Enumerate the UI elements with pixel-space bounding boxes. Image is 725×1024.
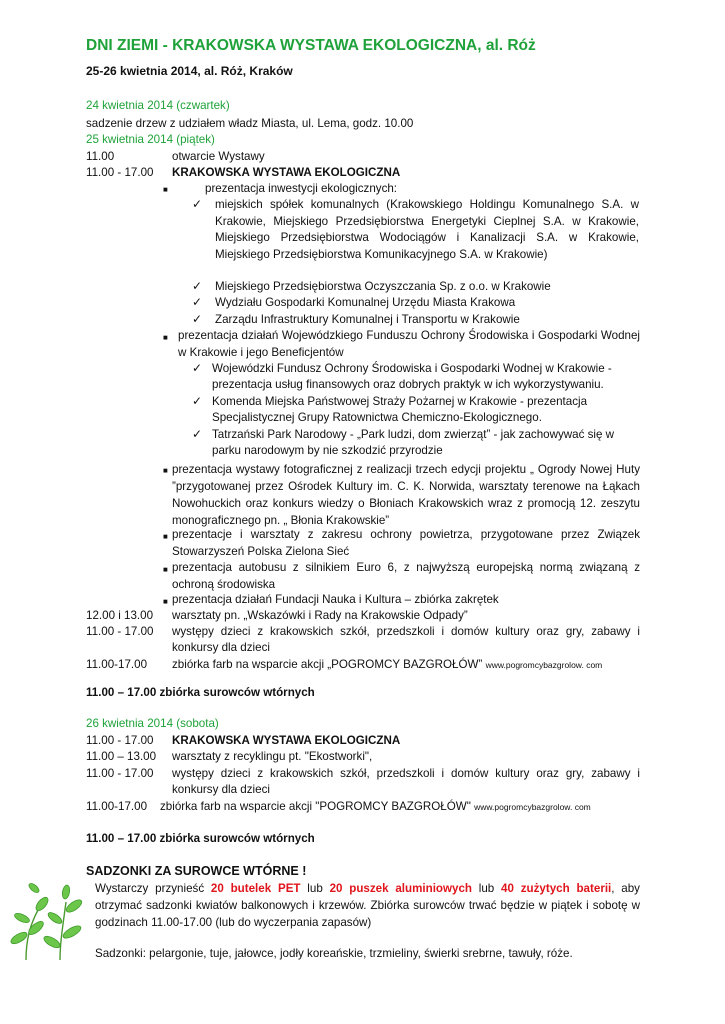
schedule-desc: występy dzieci z krakowskich szkół, przedszkoli i domów kultury oraz gry, zabawy i konkursy dla dzieci: [172, 767, 640, 796]
day2-date: 25 kwietnia 2014 (piątek): [86, 133, 215, 146]
check-item: Tatrzański Park Narodowy - „Park ludzi, dom zwierząt” - jak zachowywać się w parku narodowym by nie szkodzić przyrodzie: [212, 428, 615, 457]
square-bullet-icon: ■: [163, 185, 168, 194]
page-title: DNI ZIEMI - KRAKOWSKA WYSTAWA EKOLOGICZNA, al. Róż: [86, 37, 536, 54]
check-item: miejskich spółek komunalnych (Krakowskiego Holdingu Komunalnego S.A. w Krakowie, Miejskiego Przedsiębiorstwa Energetyki Cieplnej S.A. w Krakowie, Miejskiego Przedsiębiorstwa Wodociągów i Kanalizacji S.A. w Krakowie, Miejskiego Przedsiębiorstwa Komunikacyjnego S.A. w Krakowie): [215, 198, 639, 261]
sprouts-illustration: [8, 880, 86, 962]
schedule-desc: [160, 799, 591, 815]
schedule-desc: warsztaty z recyklingu pt. "Ekostworki",: [172, 750, 373, 763]
day3-date: 26 kwietnia 2014 (sobota): [86, 717, 219, 730]
checkmark-icon: ✓: [192, 279, 203, 293]
bullet-text: prezentacja wystawy fotograficznej z realizacji trzech edycji projektu „ Ogrody Nowej Huty ”przygotowanej przez Ośrodek Kultury im. C. K. Norwida, warsztaty terenowe na Łąkach Nowohuckich oraz konkurs wiedzy o Błoniach Krakowskich wraz z promocją 12. zeszytu monograficznego pn. „ Błonia Krakowskie”: [172, 463, 640, 527]
check-item: Wydziału Gospodarki Komunalnej Urzędu Miasta Krakowa: [215, 296, 516, 309]
schedule-desc: występy dzieci z krakowskich szkół, przedszkoli i domów kultury oraz gry, zabawy i konkursy dla dzieci: [172, 625, 640, 654]
page-subtitle: 25-26 kwietnia 2014, al. Róż, Kraków: [86, 64, 293, 78]
schedule-desc: otwarcie Wystawy: [172, 150, 265, 163]
highlight-cans: 20 puszek aluminiowych: [329, 882, 472, 895]
schedule-time: 12.00 i 13.00: [86, 609, 154, 622]
seedlings-text: , aby otrzymać sadzonki kwiatów balkonowych i krzewów. Zbiórka surowców trwać będzie w piątek i sobotę w godzinach 11.00-17.00 (lub do wyczerpania zapasów): [95, 882, 640, 929]
seedlings-paragraph: [95, 880, 640, 931]
seedlings-text: lub: [472, 882, 502, 895]
schedule-desc: KRAKOWSKA WYSTAWA EKOLOGICZNA: [172, 734, 401, 747]
schedule-desc: KRAKOWSKA WYSTAWA EKOLOGICZNA: [172, 166, 401, 179]
checkmark-icon: ✓: [192, 295, 203, 309]
pogromcy-link[interactable]: www.pogromcybazgrolow. com: [474, 802, 591, 812]
paint-collection-text: zbiórka farb na wsparcie akcji „POGROMCY BAZGROŁÓW”: [172, 658, 483, 671]
day1-event: sadzenie drzew z udziałem władz Miasta, ul. Lema, godz. 10.00: [86, 117, 414, 130]
checkmark-icon: ✓: [192, 361, 203, 375]
bullet-text: prezentacje i warsztaty z zakresu ochrony powietrza, przygotowane przez Związek Stowarzyszeń Polska Zielona Sieć: [172, 528, 640, 558]
schedule-time: 11.00-17.00: [86, 800, 148, 813]
checkmark-icon: ✓: [192, 427, 203, 441]
check-item: Wojewódzki Fundusz Ochrony Środowiska i Gospodarki Wodnej w Krakowie - prezentacja usług finansowych oraz dobrych praktyk w ich wykorzystywaniu.: [212, 362, 612, 391]
checkmark-icon: ✓: [192, 312, 203, 326]
checkmark-icon: ✓: [192, 197, 203, 211]
checkmark-icon: ✓: [192, 394, 203, 408]
schedule-time: 11.00 - 17.00: [86, 734, 154, 747]
square-bullet-icon: ■: [163, 565, 168, 574]
bullet-text: prezentacja działań Wojewódzkiego Funduszu Ochrony Środowiska i Gospodarki Wodnej w Krakowie i jego Beneficjentów: [178, 329, 640, 359]
schedule-time: 11.00 - 17.00: [86, 625, 154, 638]
schedule-time: 11.00-17.00: [86, 658, 148, 671]
seedlings-text: Wystarczy przynieść: [95, 882, 211, 895]
seedlings-list: Sadzonki: pelargonie, tuje, jałowce, jodły koreańskie, trzmieliny, świerki srebrne, tawuły, róże.: [95, 947, 573, 960]
schedule-desc: [172, 657, 602, 673]
bullet-text: prezentacja autobusu z silnikiem Euro 6, z najwyższą europejską normą związaną z ochroną środowiska: [172, 561, 640, 591]
day1-date: 24 kwietnia 2014 (czwartek): [86, 99, 230, 112]
schedule-time: 11.00 - 17.00: [86, 767, 154, 780]
square-bullet-icon: ■: [163, 333, 168, 342]
schedule-time: 11.00 - 17.00: [86, 166, 154, 179]
highlight-pet: 20 butelek PET: [210, 882, 301, 895]
bullet-text: prezentacja inwestycji ekologicznych:: [205, 182, 398, 195]
check-item: Komenda Miejska Państwowej Straży Pożarnej w Krakowie - prezentacja Specjalistycznej Grupy Ratownictwa Chemiczno-Ekologicznego.: [212, 395, 588, 424]
day2-collection: 11.00 – 17.00 zbiórka surowców wtórnych: [86, 686, 315, 699]
bullet-text: prezentacja działań Fundacji Nauka i Kultura – zbiórka zakrętek: [172, 593, 499, 606]
day3-collection: 11.00 – 17.00 zbiórka surowców wtórnych: [86, 832, 315, 845]
schedule-time: 11.00 – 13.00: [86, 750, 157, 763]
check-item: Miejskiego Przedsiębiorstwa Oczyszczania Sp. z o.o. w Krakowie: [215, 280, 551, 293]
highlight-batteries: 40 zużytych baterii: [501, 882, 612, 895]
schedule-time: 11.00: [86, 150, 115, 163]
seedlings-heading: SADZONKI ZA SUROWCE WTÓRNE !: [86, 864, 307, 878]
seedlings-text: lub: [300, 882, 330, 895]
check-item: Zarządu Infrastruktury Komunalnej i Transportu w Krakowie: [215, 313, 520, 326]
square-bullet-icon: ■: [163, 532, 168, 541]
paint-collection-text: zbiórka farb na wsparcie akcji "POGROMCY BAZGROŁÓW": [160, 800, 471, 813]
square-bullet-icon: ■: [163, 466, 168, 475]
square-bullet-icon: ■: [163, 597, 168, 606]
pogromcy-link[interactable]: www.pogromcybazgrolow. com: [485, 660, 603, 670]
schedule-desc: warsztaty pn. „Wskazówki i Rady na Krakowskie Odpady”: [172, 609, 468, 622]
